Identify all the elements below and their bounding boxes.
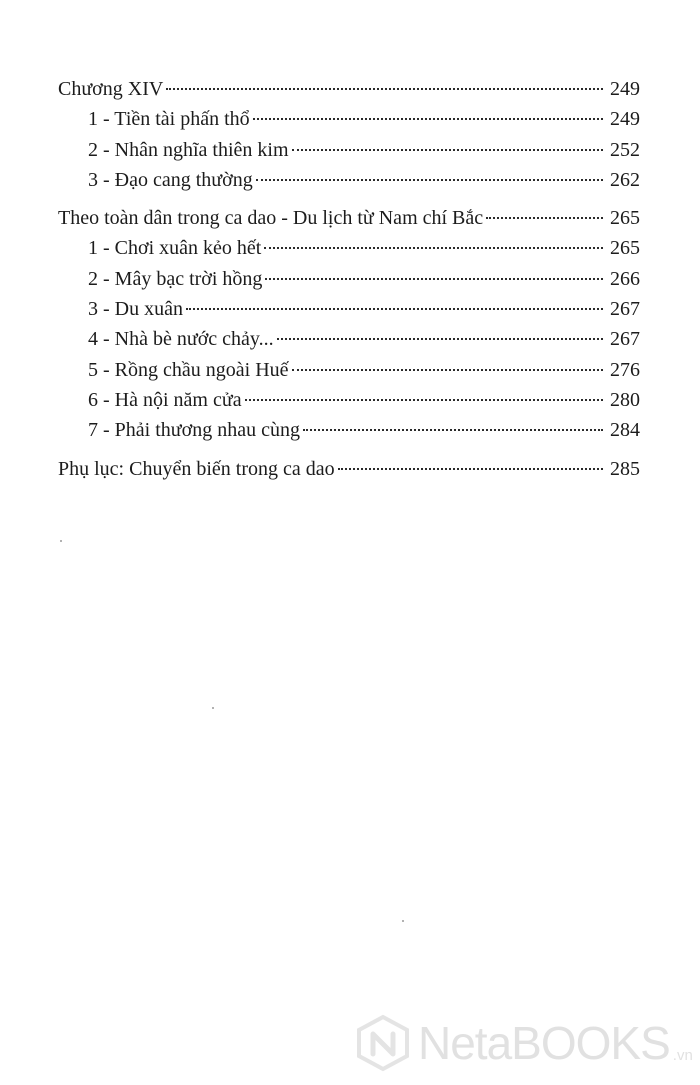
toc-entry-heading: [58, 74, 640, 104]
toc-entry-heading: [58, 454, 640, 484]
toc-entry: [58, 135, 640, 165]
toc-entry-heading: [58, 203, 640, 233]
dot-leader: [245, 399, 603, 401]
toc-entry-page: 284: [610, 419, 640, 442]
watermark: [354, 1008, 694, 1078]
toc-entry-page: 265: [610, 207, 640, 230]
toc-group-chapter-xiv: [58, 74, 640, 195]
dot-leader: [303, 429, 603, 431]
dot-leader: [338, 468, 603, 470]
toc-entry-page: 262: [610, 168, 640, 191]
toc-entry-page: 285: [610, 457, 640, 480]
toc-entry: [58, 264, 640, 294]
dot-leader: [277, 338, 603, 340]
toc-entry-label: 1 - Tiền tài phấn thổ: [88, 108, 250, 131]
dot-leader: [486, 217, 603, 219]
toc-entry: [58, 324, 640, 354]
dot-leader: [292, 369, 603, 371]
netabooks-logo-icon: [354, 1014, 412, 1072]
toc-entry-page: 276: [610, 358, 640, 381]
toc-entry: [58, 385, 640, 415]
dot-leader: [253, 118, 603, 120]
dot-leader: [264, 247, 603, 249]
toc-entry-page: 249: [610, 78, 640, 100]
toc-entry-label: 1 - Chơi xuân kẻo hết: [88, 237, 262, 260]
toc-entry: [58, 233, 640, 263]
toc-entry-label: Phụ lục: Chuyển biến trong ca dao: [58, 457, 335, 480]
dot-leader: [186, 308, 603, 310]
toc-entry-label: 6 - Hà nội năm cửa: [88, 388, 242, 411]
toc-entry-label: 3 - Đạo cang thường: [88, 168, 253, 191]
toc-entry-page: 267: [610, 328, 640, 351]
toc-group-ca-dao-travel: [58, 203, 640, 445]
speck: [402, 920, 404, 922]
toc-entry: [58, 104, 640, 134]
toc-entry-page: 249: [610, 108, 640, 131]
toc-entry-label: Theo toàn dân trong ca dao - Du lịch từ Nam chí Bắc: [58, 207, 484, 230]
toc-entry-label: 5 - Rồng chầu ngoài Huế: [88, 358, 289, 381]
toc-entry-label: 4 - Nhà bè nước chảy...: [88, 328, 274, 351]
table-of-contents: [58, 74, 640, 484]
toc-entry-label: 2 - Mây bạc trời hồng: [88, 267, 263, 290]
toc-entry-label: 2 - Nhân nghĩa thiên kim: [88, 138, 289, 161]
speck: [212, 707, 214, 709]
dot-leader: [256, 179, 603, 181]
watermark-brand: NetaBOOKS: [418, 1017, 670, 1069]
dot-leader: [265, 278, 603, 280]
toc-entry: [58, 355, 640, 385]
speck: [60, 540, 62, 542]
toc-entry: [58, 165, 640, 195]
toc-entry-page: 280: [610, 388, 640, 411]
toc-entry-label: 3 - Du xuân: [88, 298, 183, 321]
toc-entry-page: 265: [610, 237, 640, 260]
toc-entry-page: 267: [610, 298, 640, 321]
watermark-domain: .vn: [672, 1047, 693, 1064]
toc-entry: [58, 294, 640, 324]
toc-group-appendix: [58, 454, 640, 484]
toc-entry-label: 7 - Phải thương nhau cùng: [88, 419, 300, 442]
toc-entry-page: 266: [610, 267, 640, 290]
dot-leader: [166, 88, 603, 90]
toc-entry: [58, 415, 640, 445]
toc-entry-label: Chương XIV: [58, 78, 164, 100]
dot-leader: [292, 149, 603, 151]
toc-entry-page: 252: [610, 138, 640, 161]
